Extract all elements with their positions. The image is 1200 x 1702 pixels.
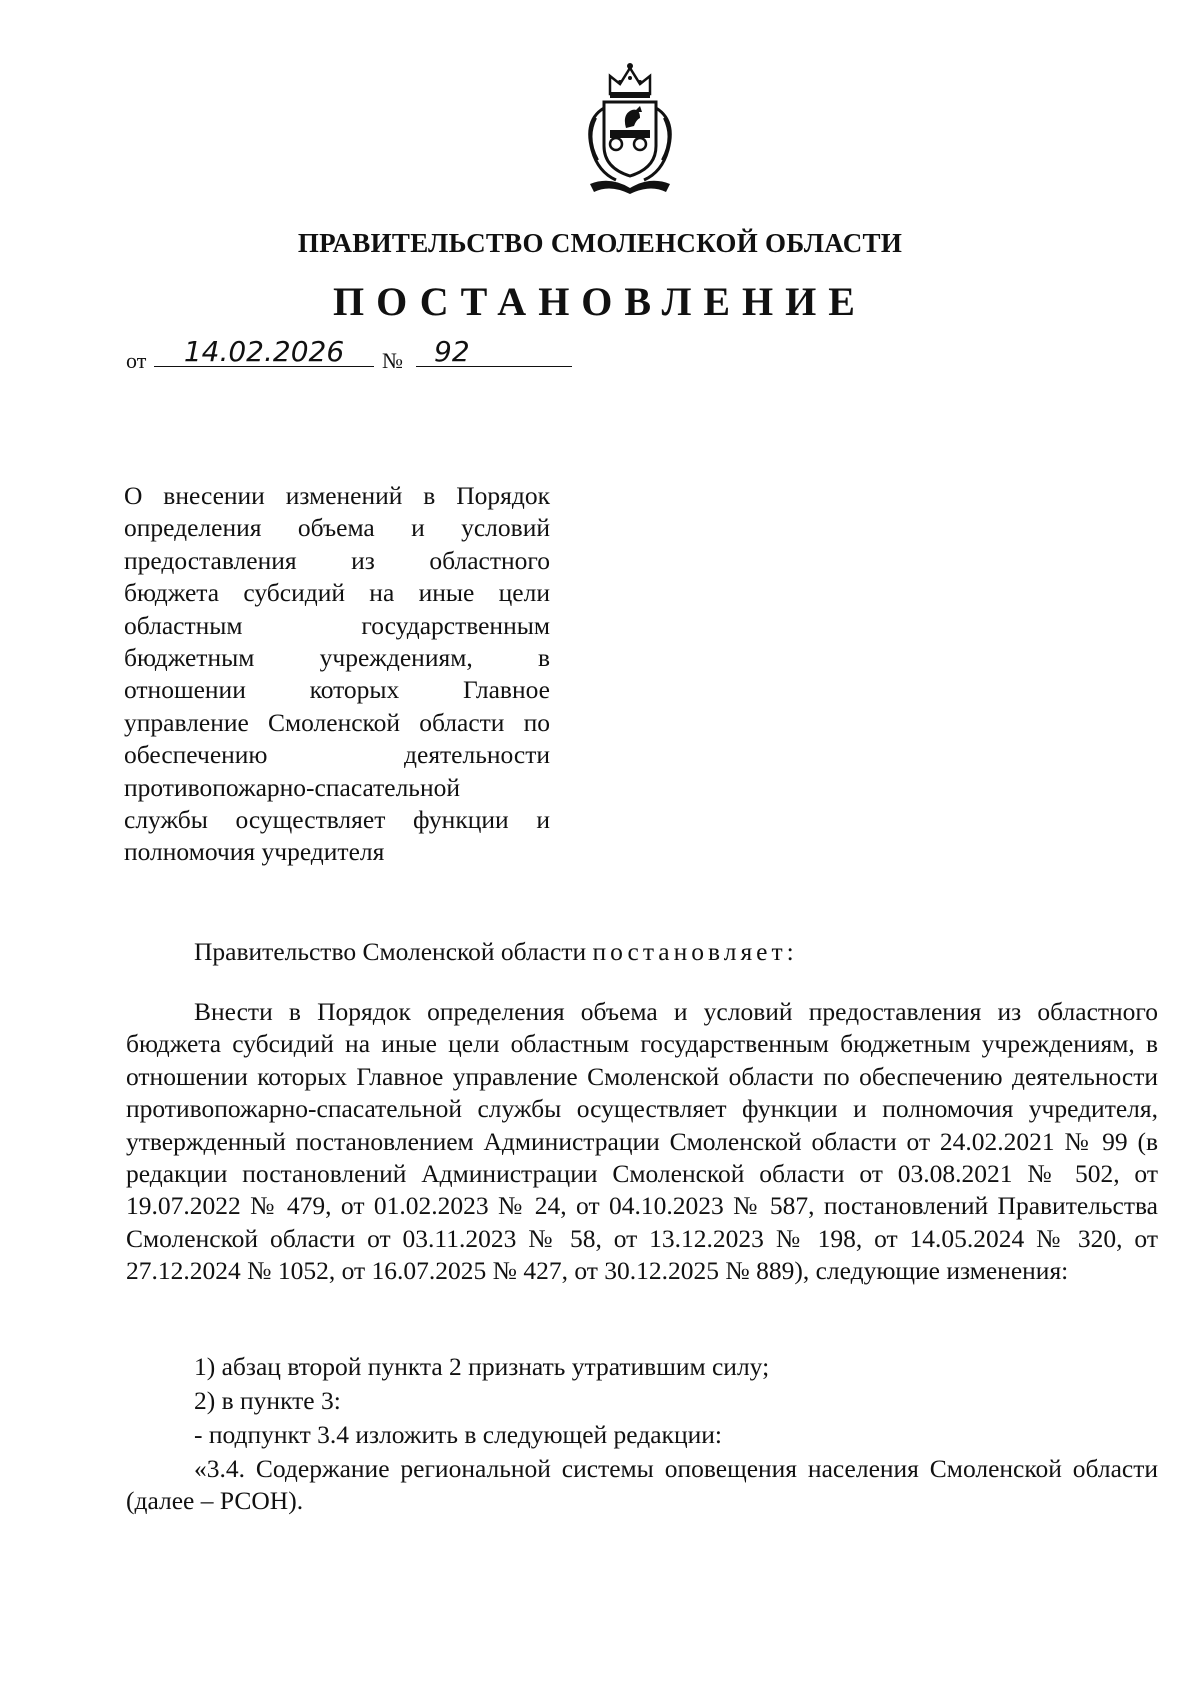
preamble-action: постановляет: [592,937,798,966]
quoted-paragraph: «3.4. Содержание региональной системы оповещения населения Смоленской области (далее – РСОН). [126,1454,1158,1516]
preamble-text: Правительство Смоленской области [194,937,587,966]
subject-line: определения объема и условий [124,513,550,543]
subject-line: обеспечению деятельности [124,740,550,770]
date-number-line [126,335,566,374]
subject-line: бюджетным учреждениям, в [124,642,550,672]
item-3: - подпункт 3.4 изложить в следующей редакции: [194,1420,722,1449]
subject-line: отношении которых Главное [124,675,550,705]
subject-line: полномочия учредителя [124,837,385,867]
preamble [126,936,1158,968]
number-label: № [382,348,403,373]
item-1: 1) абзац второй пункта 2 признать утратившим силу; [194,1352,770,1381]
coat-of-arms-icon [570,60,690,196]
date-from-label: от [126,348,147,373]
main-paragraph: Внести в Порядок определения объема и условий предоставления из областного бюджета субсидий на иные цели областным государственным бюджетным учреждениям, в отношении которых Главное управление Смоленской области по обеспечению деятельности противопожарно-спасательной службы осуществляет функции и полномочия учредителя, утвержденный постановлением Администрации Смоленской области от 24.02.2021 № 99 (в редакции постановлений Администрации Смоленской области от 03.08.2021 № 502, от 19.07.2022 № 479, от 01.02.2023 № 24, от 04.10.2023 № 587, постановлений Правительства Смоленской области от 03.11.2023 № 58, от 13.12.2023 № 198, от 14.05.2024 № 320, от 27.12.2024 № 1052, от 16.07.2025 № 427, от 30.12.2025 № 889), следующие изменения: [126,997,1158,1286]
document-type-title: ПОСТАНОВЛЕНИЕ [333,279,867,324]
subject-line: предоставления из областного [124,545,550,575]
document-subject [124,480,550,869]
subject-line: областным государственным [124,610,550,640]
subject-line: бюджета субсидий на иные цели [124,578,550,608]
subject-line: службы осуществляет функции и [124,804,550,834]
subject-line: противопожарно-спасательной [124,772,460,802]
subject-line: О внесении изменений в Порядок [124,481,550,510]
document-date: 14.02.2026 [154,338,374,367]
organization-title: ПРАВИТЕЛЬСТВО СМОЛЕНСКОЙ ОБЛАСТИ [297,228,903,258]
item-2: 2) в пункте 3: [194,1386,341,1415]
subject-line: управление Смоленской области по [124,707,550,737]
document-number: 92 [416,338,572,367]
